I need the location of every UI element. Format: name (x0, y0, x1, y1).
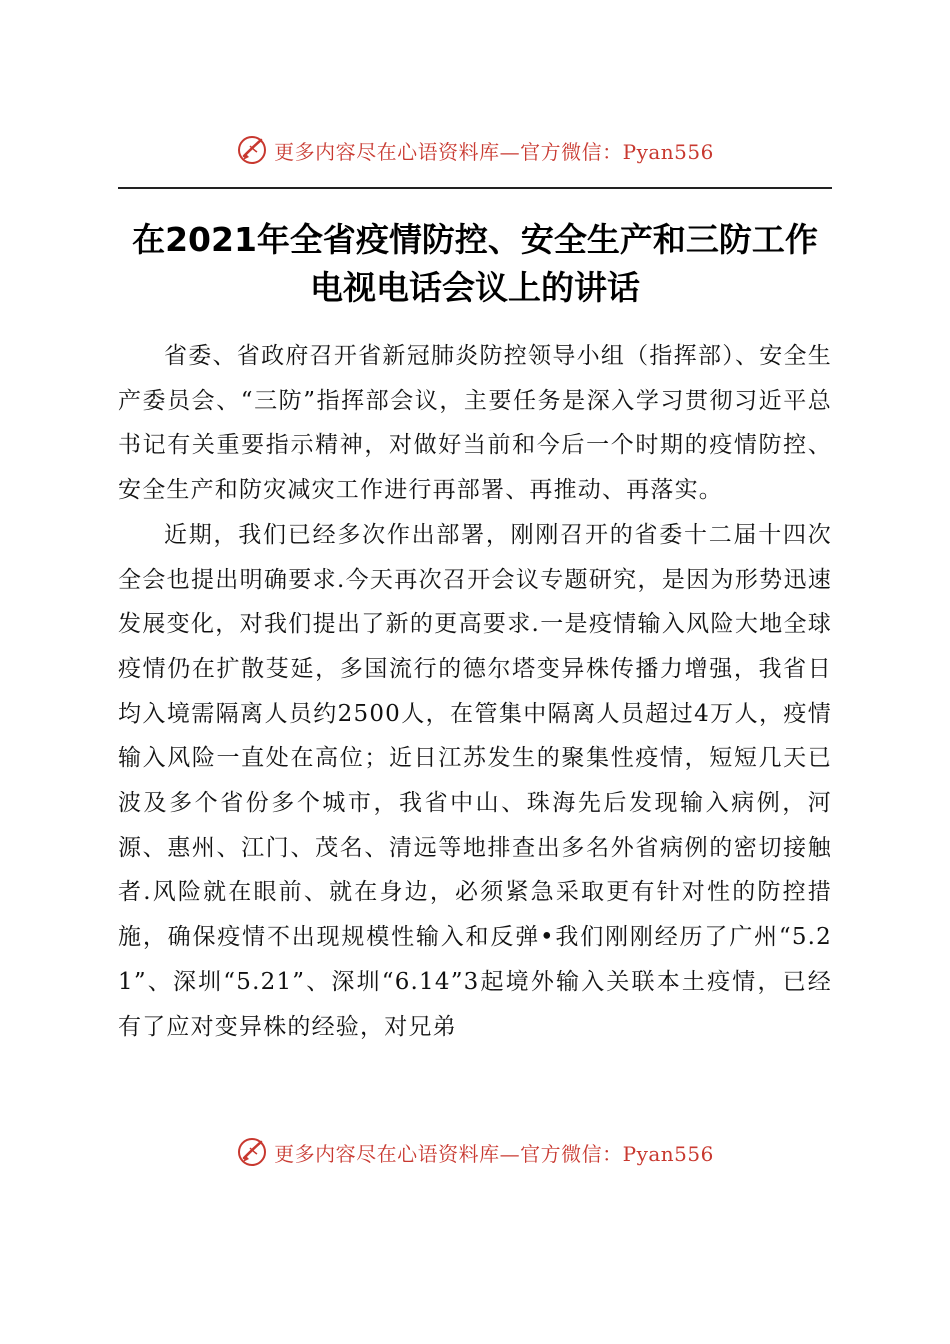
header-banner (0, 134, 950, 166)
paragraph-2: 近期，我们已经多次作出部署，刚刚召开的省委十二届十四次全会也提出明确要求.今天再次召开会议专题研究，是因为形势迅速发展变化，对我们提出了新的更高要求.一是疫情输入风险大地全球疫情仍在扩散芟延，多国流行的德尔塔变异株传播力增强，我省日均入境需隔离人员约2500人，在管集中隔离人员超过4万人，疫情输入风险一直处在高位；近日江苏发生的聚集性疫情，短短几天已波及多个省份多个城市，我省中山、珠海先后发现输入病例，河源、惠州、江门、茂名、清远等地排查出多名外省病例的密切接触者.风险就在眼前、就在身边，必须紧急采取更有针对性的防控措施，确保疫情不出现规模性输入和反弹•我们刚刚经历了广州“5.21”、深圳“5.21”、深圳“6.14”3起境外输入关联本土疫情，已经有了应对变异株的经验，对兄弟 (118, 521, 832, 1040)
document-title: 在2021年全省疫情防控、安全生产和三防工作电视电话会议上的讲话 (132, 220, 818, 307)
footer-banner (0, 1136, 950, 1168)
footer-banner-text: 更多内容尽在心语资料库—官方微信：Pyan556 (274, 1141, 714, 1166)
pen-seal-logo-icon (236, 134, 268, 166)
header-banner-text: 更多内容尽在心语资料库—官方微信：Pyan556 (274, 139, 714, 164)
pen-seal-logo-icon (236, 1136, 268, 1168)
header-divider (118, 187, 832, 189)
document-body (118, 334, 832, 1049)
paragraph-1: 省委、省政府召开省新冠肺炎防控领导小组（指挥部）、安全生产委员会、“三防”指挥部会议，主要任务是深入学习贯彻习近平总书记有关重要指示精神，对做好当前和今后一个时期的疫情防控、安全生产和防灾减灾工作进行再部署、再推动、再落实。 (118, 343, 832, 504)
